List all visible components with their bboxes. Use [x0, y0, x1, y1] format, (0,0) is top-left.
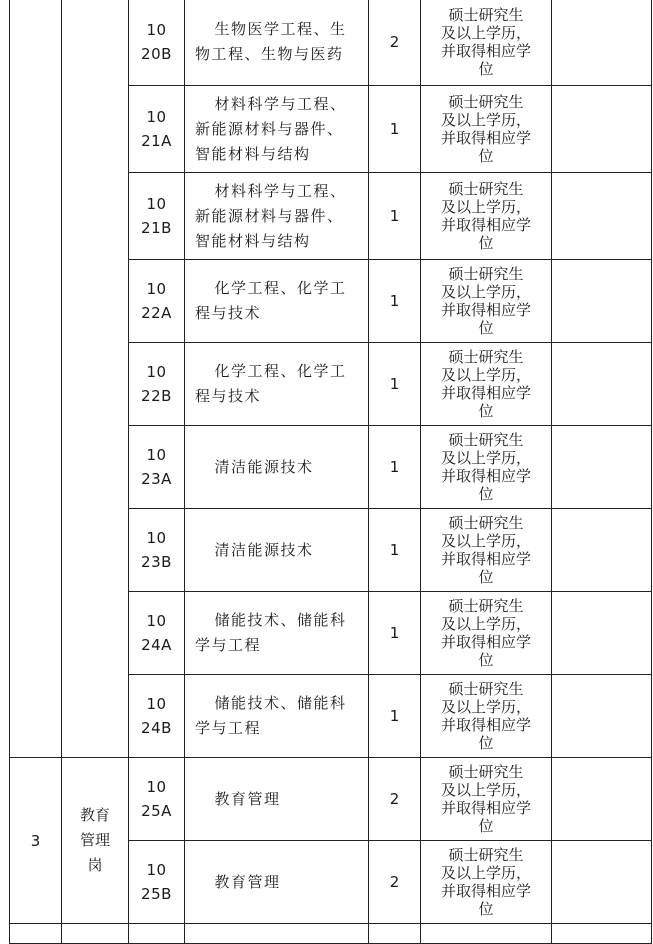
major-cell: 储能技术、储能科学与工程 — [185, 592, 369, 675]
post-code-line2: 25A — [141, 802, 172, 820]
headcount-cell: 2 — [369, 841, 421, 924]
education-line: 并取得相应学 — [440, 882, 531, 900]
remarks-cell — [552, 426, 652, 509]
education-line: 并取得相应学 — [440, 129, 531, 147]
empty-cell — [421, 924, 552, 944]
education-line: 及以上学历， — [440, 198, 531, 216]
table-row — [10, 758, 652, 841]
headcount-cell: 1 — [369, 592, 421, 675]
post-code-cell — [129, 675, 185, 758]
education-cell — [421, 86, 552, 173]
major-cell: 化学工程、化学工程与技术 — [185, 343, 369, 426]
education-line: 硕士研究生 — [448, 680, 524, 698]
headcount-cell: 1 — [369, 426, 421, 509]
education-line: 并取得相应学 — [440, 384, 531, 402]
post-code-line1: 10 — [146, 612, 167, 630]
post-code-line2: 23B — [141, 553, 172, 571]
post-code-cell — [129, 0, 185, 86]
education-line: 并取得相应学 — [440, 42, 531, 60]
education-cell — [421, 0, 552, 86]
recruitment-table-body — [10, 0, 652, 944]
index-cell — [10, 0, 62, 758]
remarks-cell — [552, 343, 652, 426]
remarks-cell — [552, 592, 652, 675]
table-row — [10, 0, 652, 86]
post-code-line2: 22B — [141, 387, 172, 405]
empty-cell — [369, 924, 421, 944]
education-line: 位 — [478, 651, 494, 669]
remarks-cell — [552, 0, 652, 86]
post-code-line2: 24A — [141, 636, 172, 654]
post-code-cell — [129, 841, 185, 924]
education-line: 及以上学历， — [440, 24, 531, 42]
major-cell: 清洁能源技术 — [185, 509, 369, 592]
post-code-line2: 22A — [141, 304, 172, 322]
headcount-cell: 2 — [369, 0, 421, 86]
major-cell: 清洁能源技术 — [185, 426, 369, 509]
headcount-cell: 1 — [369, 86, 421, 173]
education-cell — [421, 173, 552, 260]
education-line: 硕士研究生 — [448, 348, 524, 366]
education-line: 位 — [478, 485, 494, 503]
recruitment-table — [9, 0, 652, 944]
education-line: 硕士研究生 — [448, 180, 524, 198]
education-line: 及以上学历， — [440, 111, 531, 129]
post-code-line2: 25B — [141, 885, 172, 903]
education-line: 并取得相应学 — [440, 633, 531, 651]
headcount-cell: 1 — [369, 343, 421, 426]
headcount-cell: 1 — [369, 675, 421, 758]
education-line: 硕士研究生 — [448, 846, 524, 864]
education-cell — [421, 675, 552, 758]
post-code-line1: 10 — [146, 778, 167, 796]
empty-cell — [10, 924, 62, 944]
education-cell — [421, 509, 552, 592]
post-code-cell — [129, 260, 185, 343]
education-line: 硕士研究生 — [448, 265, 524, 283]
post-code-line2: 20B — [141, 45, 172, 63]
major-cell: 材料科学与工程、新能源材料与器件、智能材料与结构 — [185, 86, 369, 173]
education-line: 位 — [478, 900, 494, 918]
education-cell — [421, 343, 552, 426]
post-code-cell — [129, 592, 185, 675]
education-line: 并取得相应学 — [440, 301, 531, 319]
post-code-line1: 10 — [146, 861, 167, 879]
post-code-line1: 10 — [146, 21, 167, 39]
post-code-line1: 10 — [146, 363, 167, 381]
post-code-line1: 10 — [146, 108, 167, 126]
education-line: 位 — [478, 734, 494, 752]
education-line: 及以上学历， — [440, 864, 531, 882]
headcount-cell: 1 — [369, 173, 421, 260]
education-line: 并取得相应学 — [440, 550, 531, 568]
post-code-line1: 10 — [146, 195, 167, 213]
education-line: 硕士研究生 — [448, 431, 524, 449]
post-name-text: 教育管理岗 — [80, 806, 111, 874]
remarks-cell — [552, 86, 652, 173]
remarks-cell — [552, 260, 652, 343]
education-line: 及以上学历， — [440, 283, 531, 301]
education-cell — [421, 260, 552, 343]
post-code-line2: 24B — [141, 719, 172, 737]
remarks-cell — [552, 675, 652, 758]
education-cell — [421, 758, 552, 841]
education-line: 位 — [478, 147, 494, 165]
post-name-cell — [62, 758, 129, 924]
index-cell: 3 — [10, 758, 62, 924]
major-cell: 生物医学工程、生物工程、生物与医药 — [185, 0, 369, 86]
education-line: 位 — [478, 319, 494, 337]
education-line: 及以上学历， — [440, 698, 531, 716]
empty-cell — [552, 924, 652, 944]
empty-cell — [129, 924, 185, 944]
major-cell: 储能技术、储能科学与工程 — [185, 675, 369, 758]
education-line: 及以上学历， — [440, 449, 531, 467]
education-line: 位 — [478, 234, 494, 252]
education-line: 并取得相应学 — [440, 799, 531, 817]
post-code-cell — [129, 426, 185, 509]
major-cell: 教育管理 — [185, 758, 369, 841]
education-line: 及以上学历， — [440, 781, 531, 799]
post-code-line2: 23A — [141, 470, 172, 488]
remarks-cell — [552, 758, 652, 841]
education-line: 并取得相应学 — [440, 216, 531, 234]
post-code-line1: 10 — [146, 280, 167, 298]
post-code-cell — [129, 173, 185, 260]
remarks-cell — [552, 841, 652, 924]
education-line: 硕士研究生 — [448, 514, 524, 532]
post-code-cell — [129, 758, 185, 841]
headcount-cell: 1 — [369, 260, 421, 343]
major-cell: 教育管理 — [185, 841, 369, 924]
major-cell: 化学工程、化学工程与技术 — [185, 260, 369, 343]
education-line: 及以上学历， — [440, 366, 531, 384]
post-code-line1: 10 — [146, 529, 167, 547]
post-name-cell — [62, 0, 129, 758]
major-cell: 材料科学与工程、新能源材料与器件、智能材料与结构 — [185, 173, 369, 260]
education-cell — [421, 592, 552, 675]
headcount-cell: 1 — [369, 509, 421, 592]
post-code-line2: 21A — [141, 132, 172, 150]
remarks-cell — [552, 173, 652, 260]
education-line: 硕士研究生 — [448, 93, 524, 111]
empty-cell — [185, 924, 369, 944]
post-code-line1: 10 — [146, 695, 167, 713]
empty-cell — [62, 924, 129, 944]
post-code-line1: 10 — [146, 446, 167, 464]
post-code-cell — [129, 86, 185, 173]
education-line: 并取得相应学 — [440, 467, 531, 485]
post-code-cell — [129, 509, 185, 592]
education-line: 及以上学历， — [440, 532, 531, 550]
remarks-cell — [552, 509, 652, 592]
education-cell — [421, 426, 552, 509]
education-line: 位 — [478, 817, 494, 835]
education-line: 硕士研究生 — [448, 6, 524, 24]
education-line: 硕士研究生 — [448, 763, 524, 781]
headcount-cell: 2 — [369, 758, 421, 841]
table-row — [10, 924, 652, 944]
education-line: 硕士研究生 — [448, 597, 524, 615]
education-line: 位 — [478, 60, 494, 78]
education-line: 位 — [478, 568, 494, 586]
education-line: 位 — [478, 402, 494, 420]
education-cell — [421, 841, 552, 924]
post-code-cell — [129, 343, 185, 426]
post-code-line2: 21B — [141, 219, 172, 237]
education-line: 并取得相应学 — [440, 716, 531, 734]
education-line: 及以上学历， — [440, 615, 531, 633]
